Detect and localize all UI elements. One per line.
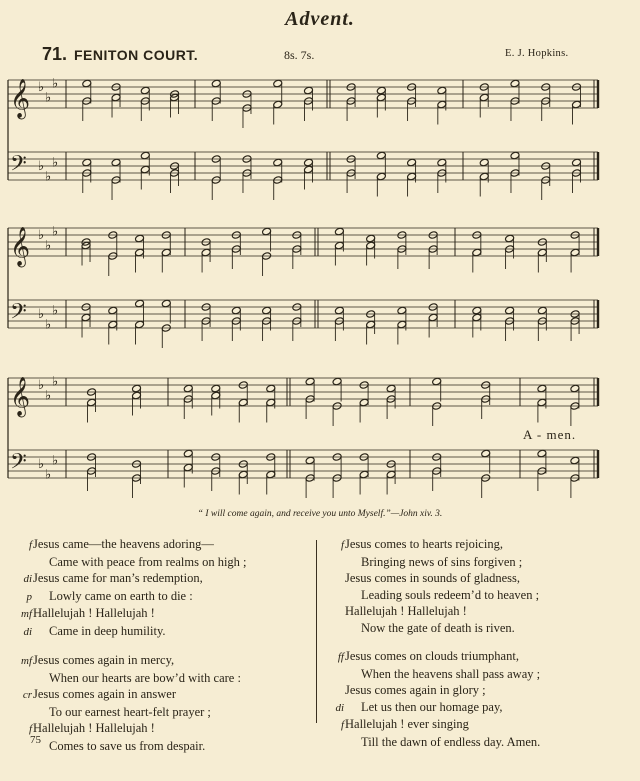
note-head <box>386 384 396 393</box>
note-head <box>472 248 482 257</box>
note-head <box>437 158 447 167</box>
verse-line <box>10 720 310 738</box>
dynamic-mark: f <box>340 719 344 731</box>
tune-name: FENITON COURT. <box>74 47 199 63</box>
verse-text: Came with peace from realms on high ; <box>49 554 247 569</box>
note-head <box>437 100 447 109</box>
flat-icon: ♭ <box>45 89 52 105</box>
verse-text: When our hearts are bow’d with care : <box>49 670 241 685</box>
note-head <box>376 93 386 102</box>
verse-text: Jesus comes to hearts rejoicing, <box>345 537 503 551</box>
note-head <box>161 248 171 257</box>
note-head <box>537 248 547 257</box>
note-head <box>183 384 193 393</box>
note-head <box>211 384 221 393</box>
flat-icon: ♭ <box>45 387 52 403</box>
note-head <box>572 158 582 167</box>
composer: E. J. Hopkins. <box>505 48 569 59</box>
note-head <box>161 299 171 308</box>
stanza <box>10 652 310 754</box>
flat-icon: ♭ <box>52 154 59 170</box>
dynamic-mark: f <box>28 539 32 551</box>
note-head <box>82 79 92 88</box>
note-head <box>428 313 438 322</box>
flat-icon: ♭ <box>38 158 45 173</box>
verse-text: Hallelujah ! Hallelujah ! <box>345 604 467 618</box>
verse-line <box>322 620 632 637</box>
flat-icon: ♭ <box>52 75 59 91</box>
verse-text: Jesus came—the heavens adoring— <box>33 537 214 551</box>
note-head <box>386 470 396 479</box>
hymn-number: 71. <box>42 44 68 64</box>
note-head <box>407 158 417 167</box>
verse-text: Lowly came on earth to die : <box>49 588 193 603</box>
note-head <box>366 320 376 329</box>
dynamic-mark: cr <box>22 689 32 701</box>
verse-line <box>10 686 310 704</box>
verse-line <box>10 570 310 588</box>
flat-icon: ♭ <box>38 79 45 94</box>
note-head <box>359 470 369 479</box>
note-head <box>211 79 221 88</box>
verse-line <box>10 605 310 623</box>
note-head <box>397 320 407 329</box>
verse-line <box>322 666 632 683</box>
note-head <box>211 391 221 400</box>
flat-icon: ♭ <box>38 377 45 392</box>
note-head <box>397 306 407 315</box>
verse-line <box>10 652 310 670</box>
verse-text: Now the gate of death is riven. <box>361 620 515 635</box>
meter: 8s. 7s. <box>284 48 315 62</box>
flat-icon: ♭ <box>52 223 59 239</box>
stanza <box>322 648 632 750</box>
note-head <box>111 158 121 167</box>
verse-text: Hallelujah ! ever singing <box>345 717 469 731</box>
treble-clef-icon: 𝄞 <box>10 78 31 119</box>
verse-line <box>322 734 632 751</box>
note-head <box>334 227 344 236</box>
dynamic-mark: ff <box>337 651 344 663</box>
note-head <box>238 470 248 479</box>
bass-clef-icon: 𝄢 <box>10 449 27 480</box>
note-head <box>572 100 582 109</box>
note-head <box>537 384 547 393</box>
verse-text: Jesus comes again in mercy, <box>33 653 175 667</box>
note-head <box>266 398 276 407</box>
bass-clef-icon: 𝄢 <box>10 151 27 182</box>
note-head <box>305 377 315 386</box>
note-head <box>537 398 547 407</box>
verse-text: Hallelujah ! Hallelujah ! <box>33 721 155 735</box>
verse-line <box>10 588 310 606</box>
verses-left-column <box>10 536 310 766</box>
verse-text: Jesus comes again in glory ; <box>345 683 486 697</box>
note-head <box>135 320 145 329</box>
flat-icon: ♭ <box>45 168 52 184</box>
verse-line <box>10 670 310 687</box>
treble-clef-icon: 𝄞 <box>10 226 31 267</box>
note-head <box>140 151 150 160</box>
note-head <box>266 384 276 393</box>
verse-line <box>322 570 632 587</box>
flat-icon: ♭ <box>38 306 45 321</box>
note-head <box>570 456 580 465</box>
flat-icon: ♭ <box>38 456 45 471</box>
verse-line <box>322 536 632 554</box>
note-head <box>432 377 442 386</box>
verse-divider <box>316 540 317 723</box>
note-head <box>183 449 193 458</box>
verse-text: When the heavens shall pass away ; <box>361 666 541 681</box>
note-head <box>334 241 344 250</box>
note-head <box>262 306 272 315</box>
stanza <box>322 536 632 636</box>
note-head <box>140 165 150 174</box>
note-head <box>359 398 369 407</box>
flat-icon: ♭ <box>45 316 52 332</box>
note-head <box>505 306 515 315</box>
note-head <box>140 86 150 95</box>
verse-text: To our earnest heart-felt prayer ; <box>49 704 211 719</box>
note-head <box>437 86 447 95</box>
verse-line <box>10 623 310 641</box>
dynamic-mark: di <box>23 625 32 638</box>
verse-line <box>322 554 632 571</box>
flat-icon: ♭ <box>38 227 45 242</box>
dynamic-mark: di <box>23 573 32 585</box>
note-head <box>570 248 580 257</box>
note-head <box>183 463 193 472</box>
note-head <box>273 79 283 88</box>
verse-text: Let us then our homage pay, <box>361 699 503 714</box>
note-head <box>305 456 315 465</box>
section-title: Advent. <box>285 8 355 30</box>
verse-text: Jesus comes in sounds of gladness, <box>345 571 520 585</box>
verse-line <box>322 648 632 666</box>
dynamic-mark: f <box>28 723 32 735</box>
note-head <box>479 158 489 167</box>
note-head <box>132 391 142 400</box>
note-head <box>132 384 142 393</box>
note-head <box>304 86 314 95</box>
note-head <box>273 158 283 167</box>
note-head <box>238 398 248 407</box>
note-head <box>510 151 520 160</box>
verse-text: Comes to save us from despair. <box>49 738 206 753</box>
note-head <box>273 100 283 109</box>
dynamic-mark: di <box>335 701 344 714</box>
note-head <box>111 93 121 102</box>
note-head <box>376 86 386 95</box>
note-head <box>262 227 272 236</box>
flat-icon: ♭ <box>45 237 52 253</box>
note-head <box>332 377 342 386</box>
note-head <box>570 384 580 393</box>
bass-clef-icon: 𝄢 <box>10 299 27 330</box>
dynamic-mark: f <box>340 539 344 551</box>
flat-icon: ♭ <box>52 302 59 318</box>
note-head <box>537 306 547 315</box>
note-head <box>366 234 376 243</box>
verse-text: Bringing news of sins forgiven ; <box>361 554 523 569</box>
dynamic-mark: p <box>26 590 32 603</box>
scripture-quote: “ I will come again, and receive you unto Myself.”—John xiv. 3. <box>197 509 443 519</box>
verses-right-column <box>322 536 632 762</box>
flat-icon: ♭ <box>52 373 59 389</box>
verse-line <box>322 682 632 699</box>
dynamic-mark: mf <box>21 608 32 620</box>
note-head <box>231 306 241 315</box>
note-head <box>510 79 520 88</box>
verse-line <box>10 738 310 755</box>
verse-line <box>322 587 632 604</box>
note-head <box>135 299 145 308</box>
note-head <box>82 158 92 167</box>
verse-line <box>10 554 310 571</box>
note-head <box>505 234 515 243</box>
verse-text: Hallelujah ! Hallelujah ! <box>33 606 155 620</box>
note-head <box>376 172 386 181</box>
verse-text: Jesus comes on clouds triumphant, <box>345 649 519 663</box>
note-head <box>304 165 314 174</box>
verse-text: Leading souls redeem’d to heaven ; <box>361 587 540 602</box>
note-head <box>366 241 376 250</box>
note-head <box>407 172 417 181</box>
amen-lyric: A - men. <box>523 427 577 442</box>
note-head <box>135 234 145 243</box>
flat-icon: ♭ <box>52 452 59 468</box>
verse-text: Jesus comes again in answer <box>33 687 177 701</box>
note-head <box>87 398 97 407</box>
note-head <box>334 306 344 315</box>
note-head <box>472 313 482 322</box>
flat-icon: ♭ <box>45 466 52 482</box>
verse-line <box>322 716 632 734</box>
verse-line <box>322 603 632 620</box>
stanza <box>10 536 310 640</box>
verse-text: Jesus came for man’s redemption, <box>33 571 203 585</box>
note-head <box>376 151 386 160</box>
dynamic-mark: mf <box>21 655 32 667</box>
verse-line <box>10 704 310 721</box>
note-head <box>201 248 211 257</box>
verse-line <box>10 536 310 554</box>
treble-clef-icon: 𝄞 <box>10 376 31 417</box>
note-head <box>304 158 314 167</box>
note-head <box>479 172 489 181</box>
note-head <box>479 93 489 102</box>
verse-text: Came in deep humility. <box>49 623 166 638</box>
page-number: 75 <box>30 734 41 746</box>
note-head <box>108 320 118 329</box>
note-head <box>472 306 482 315</box>
note-head <box>537 449 547 458</box>
note-head <box>266 470 276 479</box>
note-head <box>81 313 91 322</box>
note-head <box>135 248 145 257</box>
note-head <box>481 449 491 458</box>
note-head <box>108 306 118 315</box>
verse-text: Till the dawn of endless day. Amen. <box>361 734 541 749</box>
verse-line <box>322 699 632 717</box>
